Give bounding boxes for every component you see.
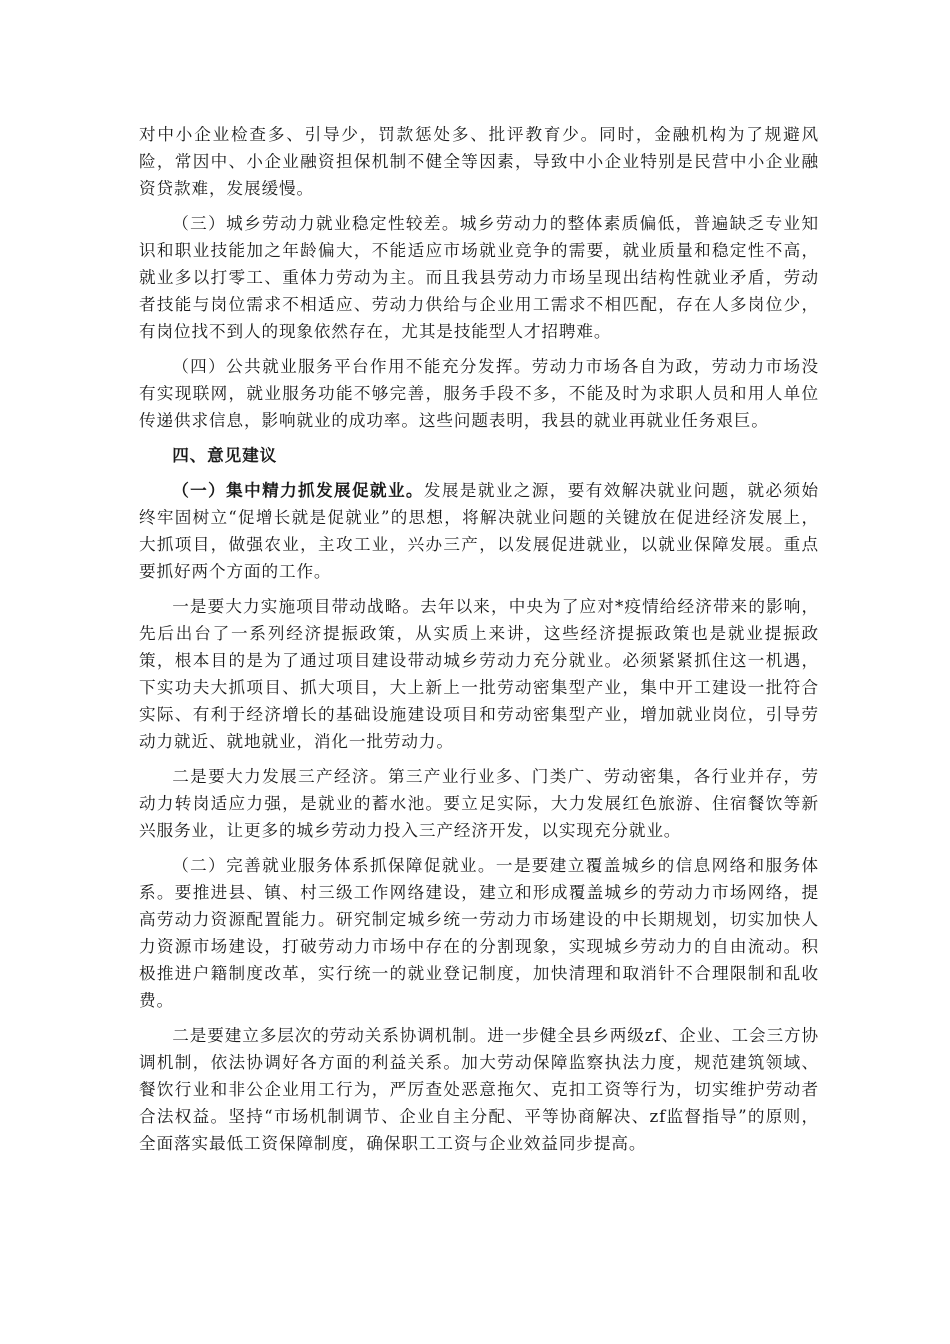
paragraph-develop-employment	[139, 477, 819, 585]
section-heading-suggestions: 四、意见建议	[172, 445, 278, 465]
paragraph-service-system: （二）完善就业服务体系抓保障促就业。一是要建立覆盖城乡的信息网络和服务体系。要推进县、镇、村三级工作网络建设，建立和形成覆盖城乡的劳动力市场网络，提高劳动力资源配置能力。研究制定城乡统一劳动力市场建设的中长期规划，切实加快人力资源市场建设，打破劳动力市场中存在的分割现象，实现城乡劳动力的自由流动。积极推进户籍制度改革，实行统一的就业登记制度，加快清理和取消针不合理限制和乱收费。	[139, 856, 819, 1010]
paragraph-sme-issues: 对中小企业检查多、引导少，罚款惩处多、批评教育少。同时，金融机构为了规避风险，常因中、小企业融资担保机制不健全等因素，导致中小企业特别是民营中小企业融资贷款难，发展缓慢。	[139, 125, 819, 198]
paragraph-body: 发展是就业之源，要有效解决就业问题，就必须始终牢固树立“促增长就是促就业”的思想，将解决就业问题的关键放在促进经济发展上，大抓项目，做强农业，主攻工业，兴办三产，以发展促进就业，以就业保障发展。重点要抓好两个方面的工作。	[139, 481, 819, 581]
paragraph-labor-relations: 二是要建立多层次的劳动关系协调机制。进一步健全县乡两级zf、企业、工会三方协调机制，依法协调好各方面的利益关系。加大劳动保障监察执法力度，规范建筑领域、餐饮行业和非公企业用工行为，严厉查处恶意拖欠、克扣工资等行为，切实维护劳动者合法权益。坚持“市场机制调节、企业自主分配、平等协商解决、zf监督指导”的原则，全面落实最低工资保障制度，确保职工工资与企业效益同步提高。	[139, 1026, 819, 1153]
document-page	[139, 121, 819, 1165]
paragraph-public-service: （四）公共就业服务平台作用不能充分发挥。劳动力市场各自为政，劳动力市场没有实现联网，就业服务功能不够完善，服务手段不多，不能及时为求职人员和用人单位传递供求信息，影响就业的成功率。这些问题表明，我县的就业再就业任务艰巨。	[139, 357, 819, 430]
paragraph-lead-title: （一）集中精力抓发展促就业。	[172, 480, 424, 500]
paragraph-labor-stability: （三）城乡劳动力就业稳定性较差。城乡劳动力的整体素质偏低，普遍缺乏专业知识和职业技能加之年龄偏大，不能适应市场就业竞争的需要，就业质量和稳定性不高，就业多以打零工、重体力劳动为主。而且我县劳动力市场呈现出结构性就业矛盾，劳动者技能与岗位需求不相适应、劳动力供给与企业用工需求不相匹配，存在人多岗位少，有岗位找不到人的现象依然存在，尤其是技能型人才招聘难。	[139, 214, 819, 341]
paragraph-tertiary-economy: 二是要大力发展三产经济。第三产业行业多、门类广、劳动密集，各行业并存，劳动力转岗适应力强，是就业的蓄水池。要立足实际，大力发展红色旅游、住宿餐饮等新兴服务业，让更多的城乡劳动力投入三产经济开发，以实现充分就业。	[139, 767, 819, 840]
paragraph-project-strategy: 一是要大力实施项目带动战略。去年以来，中央为了应对*疫情给经济带来的影响，先后出台了一系列经济提振政策，从实质上来讲，这些经济提振政策也是就业提振政策，根本目的是为了通过项目建设带动城乡劳动力充分就业。必须紧紧抓住这一机遇，下实功夫大抓项目、抓大项目，大上新上一批劳动密集型产业，集中开工建设一批符合实际、有利于经济增长的基础设施建设项目和劳动密集型产业，增加就业岗位，引导劳动力就近、就地就业，消化一批劳动力。	[139, 597, 819, 751]
